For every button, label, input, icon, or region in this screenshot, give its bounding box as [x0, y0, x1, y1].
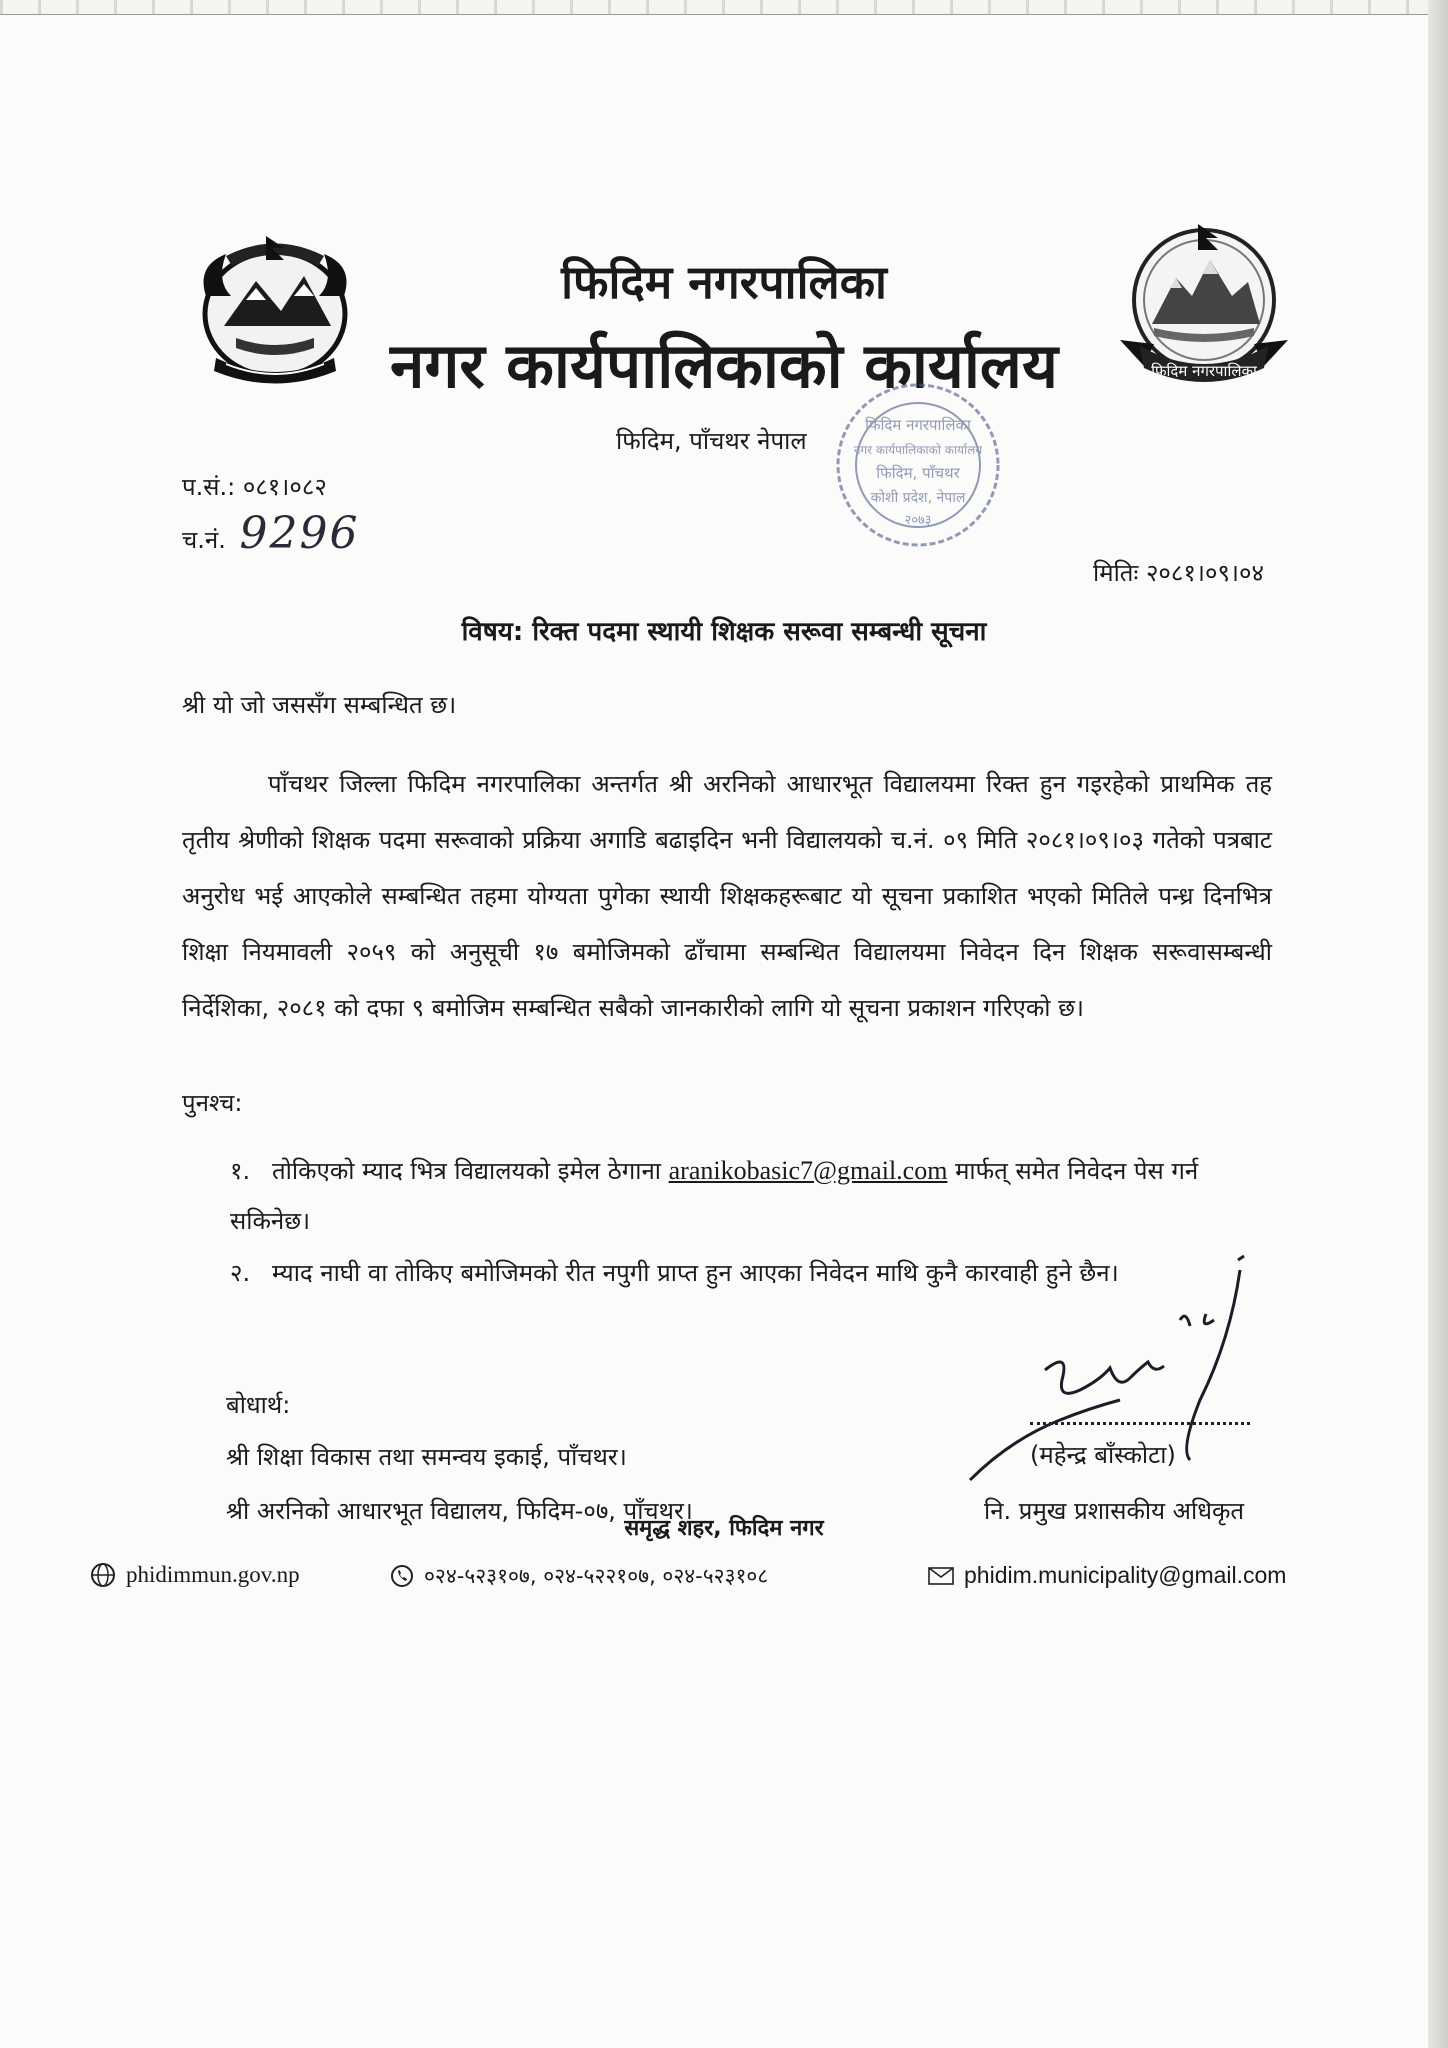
footer-email[interactable]	[928, 1562, 1286, 1589]
globe-icon	[90, 1562, 116, 1588]
subject-line: विषय: रिक्त पदमा स्थायी शिक्षक सरूवा सम्बन्धी सूचना	[461, 617, 987, 647]
postscript-text: तोकिएको म्याद भित्र विद्यालयको इमेल ठेगाना	[272, 1157, 661, 1185]
office-stamp-seal	[800, 370, 1030, 560]
reference-ps	[182, 470, 327, 503]
postscript-label: पुनश्च:	[182, 1089, 243, 1117]
scanner-right-edge	[1428, 0, 1448, 2048]
signatory-name: (महेन्द्र बाँस्कोटा)	[1030, 1441, 1176, 1469]
footer-phones	[390, 1562, 768, 1590]
svg-text:नगर कार्यपालिकाको कार्यालय: नगर कार्यपालिकाको कार्यालय	[853, 443, 983, 457]
signature-dotted-line	[1030, 1422, 1250, 1425]
cc-item: श्री अरनिको आधारभूत विद्यालय, फिदिम-०७, पाँचथर।	[226, 1497, 693, 1525]
cc-item: श्री शिक्षा विकास तथा समन्वय इकाई, पाँचथर।	[226, 1443, 627, 1471]
signatory-title: नि. प्रमुख प्रशासकीय अधिकृत	[984, 1497, 1245, 1525]
envelope-icon	[928, 1566, 954, 1586]
cc-label: बोधार्थ:	[226, 1391, 291, 1419]
reference-chan	[182, 508, 359, 559]
postscript-number: २.	[230, 1259, 251, 1287]
postscript-item	[230, 1146, 1270, 1246]
website-text: phidimmun.gov.np	[126, 1562, 300, 1587]
ps-label: प.सं.:	[182, 473, 236, 501]
salutation: श्री यो जो जससँग सम्बन्धित छ।	[182, 691, 457, 719]
scanned-edge-strip	[0, 0, 1448, 15]
postscript-number: १.	[230, 1157, 251, 1185]
footer-website[interactable]	[90, 1562, 300, 1588]
chan-label: च.नं.	[182, 526, 226, 554]
office-name: नगर कार्यपालिकाको कार्यालय	[390, 329, 1058, 402]
phone-icon	[390, 1564, 414, 1588]
postscript-text: मार्फत् समेत निवेदन पेस गर्न सकिनेछ।	[230, 1157, 1199, 1235]
organization-name: फिदिम नगरपालिका	[561, 255, 887, 309]
svg-text:फिदिम नगरपालिका: फिदिम नगरपालिका	[865, 416, 971, 434]
office-address: फिदिम, पाँचथर नेपाल	[616, 427, 807, 455]
svg-text:फिदिम नगरपालिका: फिदिम नगरपालिका	[1151, 362, 1257, 380]
letter-date: मितिः २०८१।०९।०४	[1093, 559, 1264, 587]
footer-motto: समृद्ध शहर, फिदिम नगर	[624, 1516, 824, 1541]
svg-text:फिदिम, पाँचथर: फिदिम, पाँचथर	[876, 464, 960, 482]
email-text: phidim.municipality@gmail.com	[964, 1562, 1287, 1588]
postscript-text: म्याद नाघी वा तोकिए बमोजिमको रीत नपुगी प्राप्त हुन आएका निवेदन माथि कुनै कारवाही हुने छैन।	[272, 1259, 1119, 1287]
chan-handwritten-value: 9296	[239, 508, 360, 559]
svg-text:२०७३: २०७३	[904, 513, 932, 528]
school-email-link[interactable]: aranikobasic7@gmail.com	[668, 1156, 948, 1185]
ps-value: ०८१।०८२	[242, 473, 327, 501]
phone-numbers-text: ०२४-५२३१०७, ०२४-५२२१०७, ०२४-५२३१०८	[424, 1564, 769, 1588]
svg-text:कोशी प्रदेश, नेपाल: कोशी प्रदेश, नेपाल	[870, 490, 966, 506]
body-paragraph: पाँचथर जिल्ला फिदिम नगरपालिका अन्तर्गत श्री अरनिको आधारभूत विद्यालयमा रिक्त हुन गइरहेको प्राथमिक तह तृतीय श्रेणीको शिक्षक पदमा सरूवाको प्रक्रिया अगाडि बढाइदिन भनी विद्यालयको च.नं. ०९ मिति २०८१।०९।०३ गतेको पत्रबाट अनुरोध भई आएकोले सम्बन्धित तहमा योग्यता पुगेका स्थायी शिक्षकहरूबाट यो सूचना प्रकाशित भएको मितिले पन्ध्र दिनभित्र शिक्षा नियमावली २०५९ को अनुसूची १७ बमोजिमको ढाँचामा सम्बन्धित विद्यालयमा निवेदन दिन शिक्षक सरूवासम्बन्धी निर्देशिका, २०८१ को दफा ९ बमोजिम सम्बन्धित सबैको जानकारीको लागि यो सूचना प्रकाशन गरिएको छ।	[182, 770, 1272, 1022]
